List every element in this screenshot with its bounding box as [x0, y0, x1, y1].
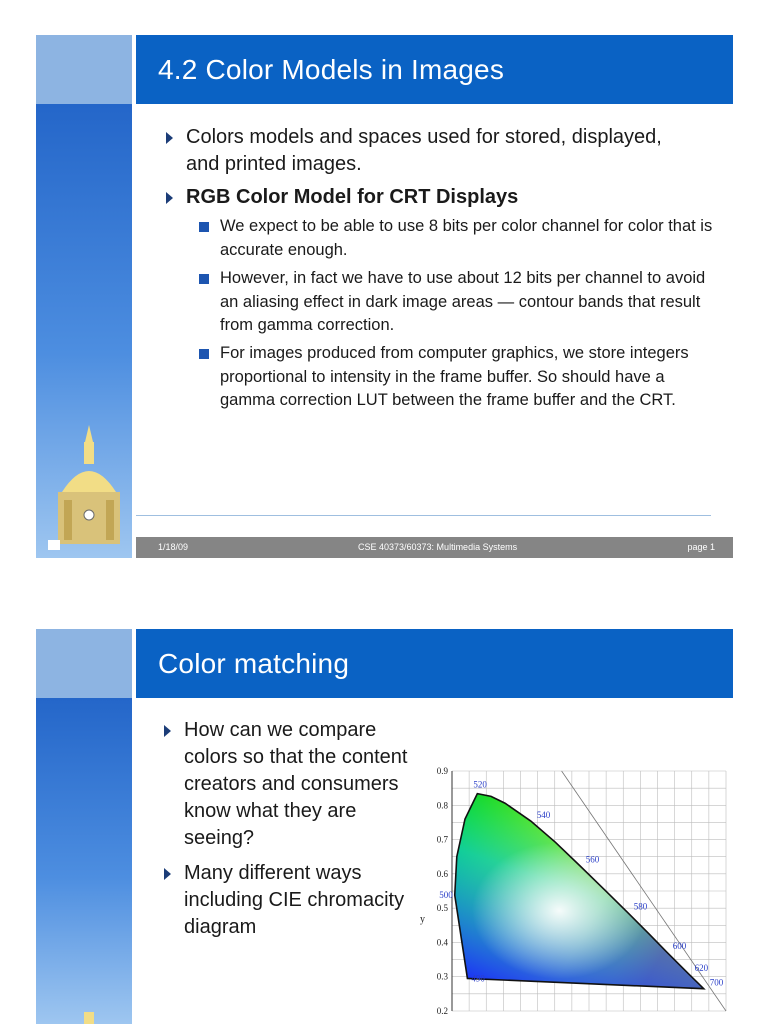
wavelength-label: 520: [473, 779, 487, 790]
wavelength-label: 490: [471, 973, 485, 984]
slide-footer: [136, 537, 733, 558]
cie-chromaticity-diagram: [408, 749, 733, 1024]
wavelength-label: 540: [536, 810, 551, 821]
slide-1: [36, 35, 733, 558]
y-axis-label: y: [420, 913, 425, 925]
golden-dome-icon: [44, 1012, 134, 1024]
y-tick-label: 0.3: [436, 971, 448, 982]
y-tick-label: 0.7: [436, 834, 448, 845]
y-tick-label: 0.2: [436, 1006, 448, 1016]
bullet-square-icon: [199, 349, 209, 359]
golden-dome-icon: [44, 420, 134, 550]
slide-title: Color matching: [158, 648, 350, 679]
wavelength-label: 620: [694, 962, 709, 973]
bullet-item: RGB Color Model for CRT Displays: [186, 184, 666, 211]
title-bar: [136, 629, 733, 698]
wavelength-label: 560: [585, 854, 600, 865]
bullet-arrow-icon: [164, 868, 171, 880]
bullet-item: Many different ways including CIE chromacity diagram: [184, 860, 420, 941]
side-gradient-strip: [36, 698, 132, 1024]
bullet-square-icon: [199, 274, 209, 284]
sub-bullet-item: For images produced from computer graphics, we store integers proportional to intensity in the frame buffer. So should have a gamma correction LUT between the frame buffer and the CRT.: [220, 342, 716, 413]
slide-2: [36, 629, 733, 1024]
y-tick-label: 0.8: [436, 800, 448, 811]
footer-date: 1/18/09: [158, 542, 189, 552]
bullet-arrow-icon: [166, 132, 173, 144]
bullet-arrow-icon: [164, 725, 171, 737]
footer-page: page 1: [687, 542, 715, 552]
wavelength-label: 600: [672, 941, 687, 952]
sub-bullet-item: We expect to be able to use 8 bits per color channel for color that is accurate enough.: [220, 215, 716, 262]
footer-course: CSE 40373/60373: Multimedia Systems: [358, 542, 518, 552]
bullet-square-icon: [199, 222, 209, 232]
y-tick-label: 0.4: [436, 937, 448, 948]
y-tick-label: 0.9: [436, 766, 448, 776]
title-bar: [136, 35, 733, 104]
slide-content: [136, 108, 733, 558]
y-tick-label: 0.6: [436, 868, 448, 879]
bullet-arrow-icon: [166, 192, 173, 204]
side-top-block: [36, 629, 132, 698]
wavelength-label: 580: [633, 901, 648, 912]
wavelength-label: 500: [439, 890, 453, 901]
bullet-item: Colors models and spaces used for stored, displayed, and printed images.: [186, 124, 666, 178]
slide-title: 4.2 Color Models in Images: [158, 54, 505, 85]
y-tick-label: 0.5: [436, 903, 448, 914]
side-top-block: [36, 35, 132, 104]
sub-bullet-item: However, in fact we have to use about 12 bits per channel to avoid an aliasing effect in dark image areas — contour bands that result from gamma correction.: [220, 267, 716, 338]
wavelength-label: 700: [709, 977, 724, 988]
bullet-item: How can we compare colors so that the content creators and consumers know what they are seeing?: [184, 717, 420, 852]
